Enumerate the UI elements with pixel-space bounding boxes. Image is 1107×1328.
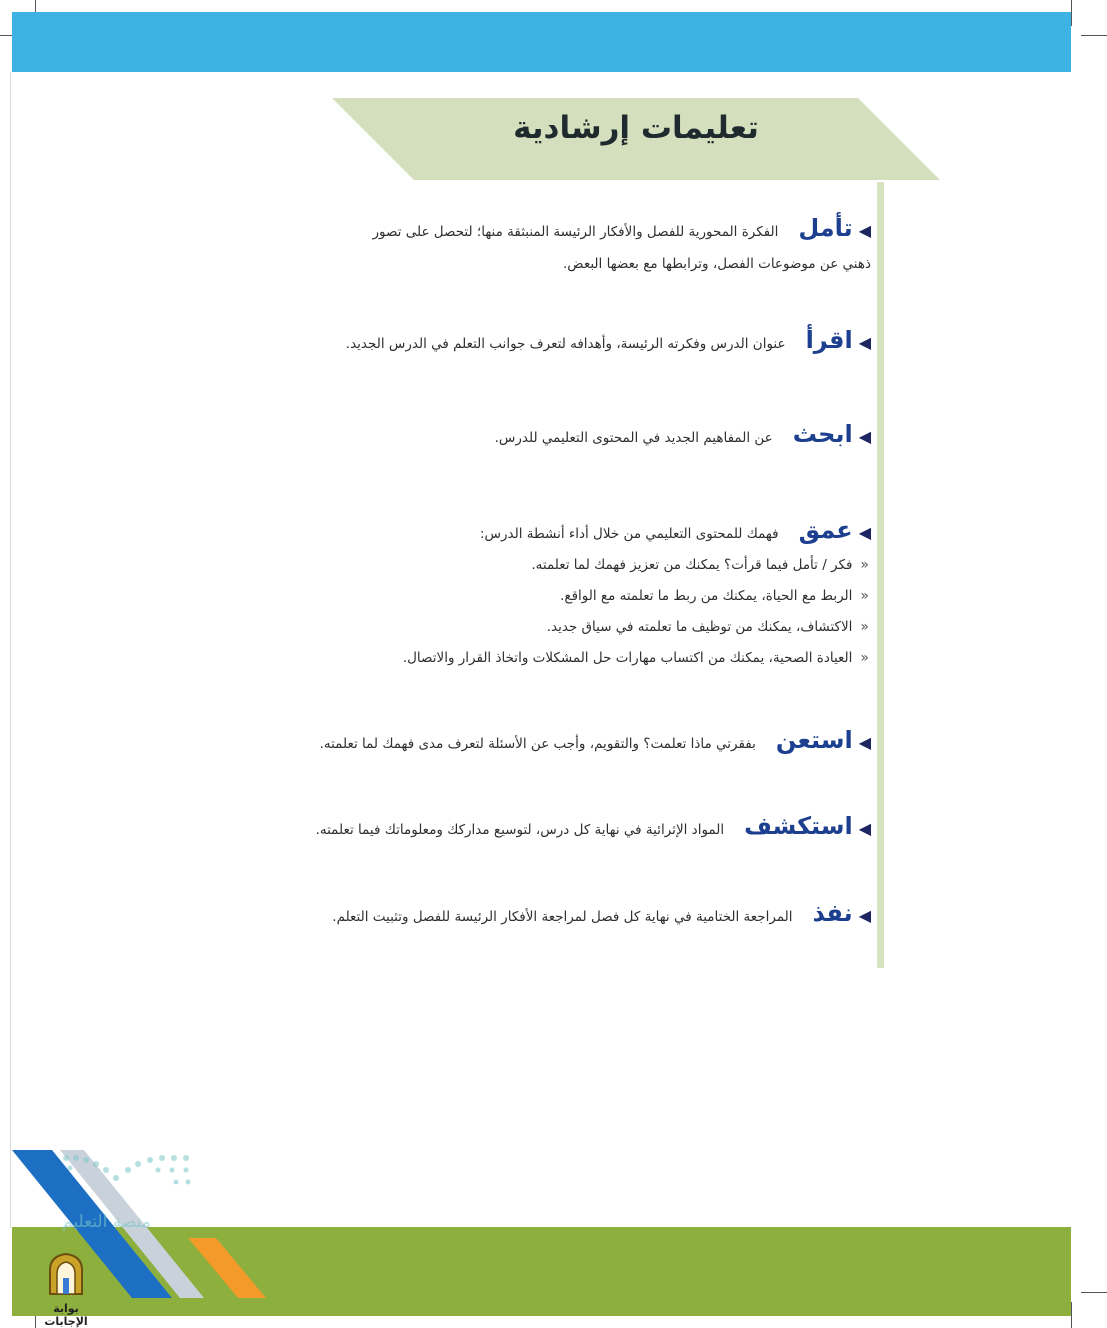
list-item-text: فكر / تأمل فيما قرأت؟ يمكنك من تعزيز فهمك لما تعلمته.	[531, 557, 853, 573]
section-keyword: ابحث	[792, 420, 853, 448]
site-logo	[30, 1252, 102, 1328]
list-item	[230, 550, 869, 581]
section-istaen	[230, 726, 871, 754]
section-description: عنوان الدرس وفكرته الرئيسة، وأهدافه لتعرف جوانب التعلم في الدرس الجديد.	[345, 336, 786, 352]
mosque-gate-icon	[46, 1252, 86, 1296]
triangle-marker-icon: ◀	[858, 523, 871, 542]
section-description: المواد الإثرائية في نهاية كل درس، لتوسيع مداركك ومعلوماتك فيما تعلمته.	[315, 822, 725, 838]
section-taamal	[230, 214, 871, 272]
list-item	[230, 581, 869, 612]
section-ibhath	[230, 420, 871, 448]
section-description: الفكرة المحورية للفصل والأفكار الرئيسة المنبثقة منها؛ لتحصل على تصور	[372, 224, 779, 240]
section-keyword: نفذ	[812, 899, 853, 927]
crop-mark	[1081, 1292, 1107, 1293]
list-item	[230, 612, 869, 643]
triangle-marker-icon: ◀	[858, 906, 871, 925]
triangle-marker-icon: ◀	[858, 733, 871, 752]
list-item-text: الربط مع الحياة، يمكنك من ربط ما تعلمته مع الواقع.	[560, 588, 853, 604]
double-chevron-icon: «	[860, 557, 869, 573]
section-naffidh	[230, 899, 871, 927]
section-istakshif	[230, 812, 871, 840]
double-chevron-icon: «	[860, 650, 869, 666]
watermark-dots-icon	[58, 1150, 198, 1210]
top-color-band	[12, 12, 1071, 72]
triangle-marker-icon: ◀	[858, 427, 871, 446]
section-description: المراجعة الختامية في نهاية كل فصل لمراجعة الأفكار الرئيسة للفصل وتثبيت التعلم.	[332, 909, 793, 925]
crop-mark	[1081, 35, 1107, 36]
double-chevron-icon: «	[860, 588, 869, 604]
crop-mark	[1071, 1302, 1072, 1328]
watermark-text: منصة التعليم	[62, 1212, 151, 1232]
section-description: بفقرتي ماذا تعلمت؟ والتقويم، وأجب عن الأسئلة لتعرف مدى فهمك لما تعلمته.	[319, 736, 756, 752]
triangle-marker-icon: ◀	[858, 333, 871, 352]
crop-mark	[1071, 0, 1072, 26]
page-edge-line	[10, 72, 11, 1228]
section-description: عن المفاهيم الجديد في المحتوى التعليمي للدرس.	[494, 430, 773, 446]
triangle-marker-icon: ◀	[858, 819, 871, 838]
section-iqra	[230, 326, 871, 354]
page-title: تعليمات إرشادية	[513, 110, 759, 146]
section-description: فهمك للمحتوى التعليمي من خلال أداء أنشطة الدرس:	[479, 526, 779, 542]
section-ammiq	[230, 516, 871, 674]
section-keyword: اقرأ	[805, 326, 853, 354]
section-keyword: استعن	[775, 726, 853, 754]
site-logo-label: بوابة الإجابات	[44, 1302, 88, 1328]
section-keyword: عمق	[798, 516, 853, 544]
triangle-marker-icon: ◀	[858, 221, 871, 240]
list-item-text: العيادة الصحية، يمكنك من اكتساب مهارات حل المشكلات واتخاذ القرار والاتصال.	[402, 650, 853, 666]
list-item-text: الاكتشاف، يمكنك من توظيف ما تعلمته في سياق جديد.	[546, 619, 853, 635]
section-keyword: استكشف	[744, 812, 853, 840]
bullet-list	[230, 550, 871, 674]
section-keyword: تأمل	[798, 214, 853, 242]
list-item	[230, 643, 869, 674]
vertical-accent-bar	[877, 182, 884, 968]
double-chevron-icon: «	[860, 619, 869, 635]
section-description-continuation: ذهني عن موضوعات الفصل، وترابطها مع بعضها البعض.	[563, 256, 871, 272]
